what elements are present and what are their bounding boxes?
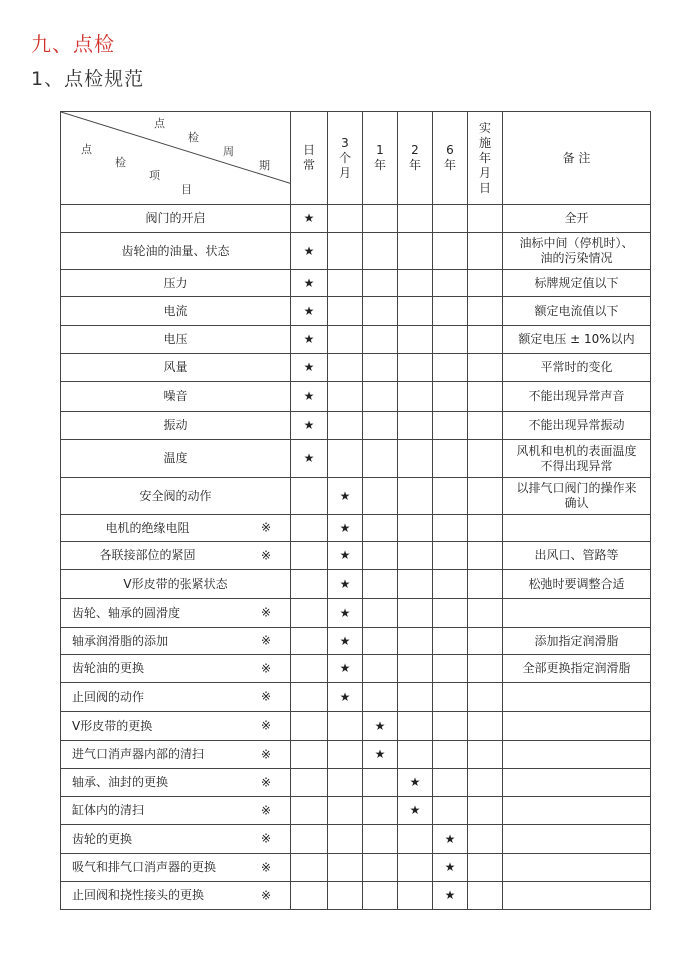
- asterisk-mark: ※: [260, 831, 271, 846]
- asterisk-mark: ※: [260, 860, 271, 874]
- remarks-cell: [503, 712, 651, 741]
- star-icon: ★: [303, 451, 315, 465]
- period-cell: [398, 440, 433, 478]
- remarks-cell: [503, 769, 651, 797]
- table-row: [61, 741, 651, 769]
- period-cell: [328, 440, 363, 478]
- table-row: [61, 854, 651, 882]
- period-3month-header: 3 个 月: [328, 112, 363, 205]
- star-icon: ★: [303, 243, 315, 258]
- period-cell: [328, 825, 363, 854]
- period-cell: [433, 233, 468, 270]
- period-cell: [398, 205, 433, 233]
- period-cell: [291, 542, 328, 570]
- done-date-cell: [468, 599, 503, 628]
- period-cell: [363, 412, 398, 440]
- period-cell: [398, 515, 433, 542]
- table-row: [61, 354, 651, 382]
- remarks-cell: [503, 683, 651, 712]
- period-cell: [398, 854, 433, 882]
- period-cell: [291, 769, 328, 797]
- remarks-cell: 全开: [503, 205, 651, 233]
- period-cell: [291, 270, 328, 297]
- item-cell: [61, 655, 291, 683]
- remarks-cell: 额定电流值以下: [503, 297, 651, 326]
- period-cell: [291, 233, 328, 270]
- period-cell: [291, 440, 328, 478]
- period-cell: [291, 478, 328, 515]
- period-cell: [433, 382, 468, 412]
- period-cell: [433, 205, 468, 233]
- table-row: [61, 797, 651, 825]
- period-cell: [328, 655, 363, 683]
- done-date-cell: [468, 655, 503, 683]
- period-cell: [328, 769, 363, 797]
- done-date-cell: [468, 882, 503, 910]
- period-cell: [328, 205, 363, 233]
- table-row: [61, 882, 651, 910]
- item-cell: [61, 412, 291, 440]
- star-icon: ★: [303, 360, 315, 374]
- done-date-cell: [468, 542, 503, 570]
- star-icon: ★: [339, 488, 351, 503]
- period-cell: [328, 233, 363, 270]
- period-cell: [398, 270, 433, 297]
- star-icon: ★: [444, 831, 456, 846]
- period-cell: [328, 599, 363, 628]
- period-cell: [291, 854, 328, 882]
- done-date-cell: [468, 297, 503, 326]
- table-row: [61, 326, 651, 354]
- period-cell: [328, 412, 363, 440]
- period-cell: [291, 570, 328, 599]
- star-icon: ★: [339, 633, 351, 648]
- table-row: [61, 205, 651, 233]
- diag-bottom-1: 点: [81, 143, 92, 156]
- period-2year-header: 2 年: [398, 112, 433, 205]
- period-cell: [363, 326, 398, 354]
- item-cell: [61, 354, 291, 382]
- item-name: 压力: [163, 275, 188, 290]
- star-icon: ★: [444, 860, 456, 874]
- period-cell: [328, 628, 363, 655]
- table-row: [61, 712, 651, 741]
- remarks-cell: [503, 797, 651, 825]
- diagonal-header: [61, 112, 291, 205]
- item-cell: [61, 683, 291, 712]
- period-cell: [398, 655, 433, 683]
- period-cell: [328, 882, 363, 910]
- period-cell: [363, 655, 398, 683]
- diag-top-1: 点: [154, 117, 165, 130]
- period-cell: [433, 628, 468, 655]
- done-date-cell: [468, 769, 503, 797]
- done-date-cell: [468, 570, 503, 599]
- asterisk-mark: ※: [260, 689, 271, 704]
- period-6year-header: 6 年: [433, 112, 468, 205]
- period-cell: [398, 233, 433, 270]
- done-date-cell: [468, 741, 503, 769]
- remarks-cell: 额定电压 ± 10%以内: [503, 326, 651, 354]
- table-row: [61, 570, 651, 599]
- item-cell: [61, 270, 291, 297]
- item-name: 齿轮油的更换: [72, 661, 145, 675]
- period-cell: [328, 270, 363, 297]
- item-name: 安全阀的动作: [139, 488, 212, 503]
- star-icon: ★: [444, 888, 456, 902]
- item-cell: [61, 741, 291, 769]
- item-name: V形皮带的张紧状态: [123, 576, 228, 591]
- period-cell: [291, 825, 328, 854]
- diag-bottom-2: 检: [115, 156, 126, 169]
- remarks-cell: 以排气口阀门的操作来 确认: [503, 478, 651, 515]
- item-cell: [61, 382, 291, 412]
- asterisk-mark: ※: [260, 747, 271, 761]
- remarks-cell: [503, 599, 651, 628]
- item-name: 电压: [163, 332, 188, 346]
- inspection-table: [60, 111, 651, 910]
- period-cell: [433, 515, 468, 542]
- done-date-cell: [468, 354, 503, 382]
- done-date-cell: [468, 440, 503, 478]
- item-name: 温度: [163, 451, 188, 465]
- period-cell: [363, 854, 398, 882]
- remarks-cell: 平常时的变化: [503, 354, 651, 382]
- table-row: [61, 412, 651, 440]
- period-cell: [291, 741, 328, 769]
- table-row: [61, 478, 651, 515]
- period-cell: [433, 882, 468, 910]
- period-cell: [398, 412, 433, 440]
- item-cell: [61, 440, 291, 478]
- item-cell: [61, 570, 291, 599]
- remarks-cell: [503, 882, 651, 910]
- period-cell: [328, 354, 363, 382]
- item-name: 轴承、油封的更换: [72, 775, 169, 789]
- period-cell: [363, 270, 398, 297]
- period-cell: [328, 515, 363, 542]
- period-cell: [291, 297, 328, 326]
- period-cell: [291, 515, 328, 542]
- remarks-header: 备 注: [503, 112, 651, 205]
- item-cell: [61, 326, 291, 354]
- done-date-header: 实 施 年 月 日: [468, 112, 503, 205]
- period-cell: [398, 542, 433, 570]
- asterisk-mark: ※: [260, 605, 271, 620]
- item-cell: [61, 712, 291, 741]
- period-cell: [328, 570, 363, 599]
- item-cell: [61, 478, 291, 515]
- period-cell: [433, 655, 468, 683]
- star-icon: ★: [303, 418, 315, 432]
- period-cell: [328, 478, 363, 515]
- star-icon: ★: [409, 775, 421, 789]
- period-cell: [328, 326, 363, 354]
- period-cell: [291, 655, 328, 683]
- period-cell: [433, 769, 468, 797]
- remarks-cell: [503, 741, 651, 769]
- period-cell: [363, 882, 398, 910]
- item-cell: [61, 515, 291, 542]
- done-date-cell: [468, 412, 503, 440]
- period-cell: [363, 205, 398, 233]
- period-cell: [433, 297, 468, 326]
- diag-top-4: 期: [259, 159, 270, 172]
- item-cell: [61, 854, 291, 882]
- period-cell: [433, 412, 468, 440]
- item-name: 电机的绝缘电阻: [105, 520, 190, 535]
- period-cell: [328, 382, 363, 412]
- period-cell: [433, 440, 468, 478]
- period-cell: [398, 382, 433, 412]
- done-date-cell: [468, 854, 503, 882]
- remarks-cell: 出风口、管路等: [503, 542, 651, 570]
- period-cell: [398, 769, 433, 797]
- remarks-cell: 不能出现异常声音: [503, 382, 651, 412]
- remarks-cell: 风机和电机的表面温度 不得出现异常: [503, 440, 651, 478]
- done-date-cell: [468, 478, 503, 515]
- star-icon: ★: [303, 332, 315, 346]
- remarks-cell: 松弛时要调整合适: [503, 570, 651, 599]
- star-icon: ★: [339, 661, 351, 675]
- period-cell: [291, 354, 328, 382]
- period-cell: [363, 683, 398, 712]
- item-cell: [61, 882, 291, 910]
- done-date-cell: [468, 233, 503, 270]
- period-cell: [398, 741, 433, 769]
- remarks-cell: 油标中间（停机时）、 油的污染情况: [503, 233, 651, 270]
- remarks-cell: 不能出现异常振动: [503, 412, 651, 440]
- asterisk-mark: ※: [260, 633, 271, 648]
- done-date-cell: [468, 326, 503, 354]
- item-cell: [61, 769, 291, 797]
- period-cell: [363, 769, 398, 797]
- diag-bottom-3: 项: [149, 169, 160, 182]
- period-cell: [363, 297, 398, 326]
- asterisk-mark: ※: [260, 718, 271, 733]
- section-title: 九、点检: [31, 32, 115, 56]
- table-row: [61, 440, 651, 478]
- item-name: 齿轮、轴承的圆滑度: [72, 605, 181, 620]
- period-cell: [363, 797, 398, 825]
- period-cell: [398, 326, 433, 354]
- item-name: 齿轮的更换: [72, 831, 133, 846]
- item-name: 风量: [163, 360, 188, 374]
- done-date-cell: [468, 683, 503, 712]
- item-cell: [61, 542, 291, 570]
- remarks-cell: 添加指定润滑脂: [503, 628, 651, 655]
- item-name: V形皮带的更换: [72, 718, 153, 733]
- table-row: [61, 542, 651, 570]
- period-cell: [291, 882, 328, 910]
- remarks-cell: [503, 854, 651, 882]
- period-cell: [328, 854, 363, 882]
- diag-bottom-4: 目: [181, 183, 192, 196]
- item-name: 阀门的开启: [145, 211, 206, 225]
- item-name: 噪音: [163, 389, 188, 403]
- period-1year-header: 1 年: [363, 112, 398, 205]
- period-cell: [398, 882, 433, 910]
- period-cell: [398, 825, 433, 854]
- period-cell: [433, 599, 468, 628]
- period-cell: [363, 628, 398, 655]
- item-name: 振动: [163, 418, 188, 432]
- period-cell: [433, 478, 468, 515]
- period-cell: [433, 683, 468, 712]
- period-cell: [363, 354, 398, 382]
- star-icon: ★: [339, 576, 351, 591]
- remarks-cell: [503, 825, 651, 854]
- done-date-cell: [468, 825, 503, 854]
- period-cell: [328, 797, 363, 825]
- table-row: [61, 683, 651, 712]
- period-cell: [433, 570, 468, 599]
- star-icon: ★: [339, 520, 351, 535]
- table-row: [61, 233, 651, 270]
- item-name: 缸体内的清扫: [72, 803, 145, 817]
- table-row: [61, 515, 651, 542]
- period-cell: [328, 683, 363, 712]
- item-name: 吸气和排气口消声器的更换: [72, 860, 217, 874]
- remarks-cell: 标牌规定值以下: [503, 270, 651, 297]
- star-icon: ★: [303, 303, 315, 318]
- period-cell: [433, 712, 468, 741]
- period-cell: [433, 825, 468, 854]
- period-cell: [363, 515, 398, 542]
- period-cell: [291, 382, 328, 412]
- done-date-cell: [468, 797, 503, 825]
- period-cell: [433, 326, 468, 354]
- table-row: [61, 628, 651, 655]
- period-cell: [433, 741, 468, 769]
- item-cell: [61, 233, 291, 270]
- period-cell: [291, 712, 328, 741]
- period-cell: [291, 797, 328, 825]
- period-cell: [398, 712, 433, 741]
- star-icon: ★: [303, 275, 315, 290]
- period-cell: [363, 599, 398, 628]
- star-icon: ★: [339, 689, 351, 704]
- period-cell: [363, 542, 398, 570]
- period-cell: [398, 683, 433, 712]
- period-cell: [398, 354, 433, 382]
- period-cell: [363, 825, 398, 854]
- item-cell: [61, 825, 291, 854]
- period-cell: [433, 270, 468, 297]
- table-row: [61, 599, 651, 628]
- table-row: [61, 382, 651, 412]
- done-date-cell: [468, 712, 503, 741]
- asterisk-mark: ※: [260, 803, 271, 817]
- done-date-cell: [468, 382, 503, 412]
- period-cell: [398, 599, 433, 628]
- table-row: [61, 270, 651, 297]
- period-cell: [363, 741, 398, 769]
- item-name: 止回阀的动作: [72, 689, 145, 704]
- item-name: 止回阀和挠性接头的更换: [72, 888, 205, 902]
- period-cell: [433, 354, 468, 382]
- period-cell: [328, 542, 363, 570]
- item-name: 各联接部位的紧固: [99, 548, 196, 562]
- asterisk-mark: ※: [260, 520, 271, 535]
- star-icon: ★: [409, 803, 421, 817]
- period-daily-header: 日 常: [291, 112, 328, 205]
- item-cell: [61, 599, 291, 628]
- header-row: [61, 112, 651, 205]
- period-cell: [291, 205, 328, 233]
- period-cell: [398, 570, 433, 599]
- table-row: [61, 769, 651, 797]
- item-name: 电流: [163, 303, 188, 318]
- done-date-cell: [468, 628, 503, 655]
- item-cell: [61, 297, 291, 326]
- done-date-cell: [468, 205, 503, 233]
- remarks-cell: [503, 515, 651, 542]
- period-cell: [328, 741, 363, 769]
- period-cell: [398, 797, 433, 825]
- star-icon: ★: [303, 389, 315, 403]
- table-row: [61, 655, 651, 683]
- period-cell: [291, 412, 328, 440]
- period-cell: [291, 683, 328, 712]
- period-cell: [398, 297, 433, 326]
- star-icon: ★: [339, 548, 351, 562]
- period-cell: [398, 628, 433, 655]
- period-cell: [398, 478, 433, 515]
- item-name: 进气口消声器内部的清扫: [72, 747, 205, 761]
- period-cell: [363, 570, 398, 599]
- star-icon: ★: [374, 747, 386, 761]
- star-icon: ★: [339, 605, 351, 620]
- period-cell: [363, 440, 398, 478]
- item-name: 齿轮油的油量、状态: [121, 243, 230, 258]
- done-date-cell: [468, 515, 503, 542]
- done-date-cell: [468, 270, 503, 297]
- period-cell: [363, 382, 398, 412]
- star-icon: ★: [374, 718, 386, 733]
- period-cell: [433, 542, 468, 570]
- asterisk-mark: ※: [260, 661, 271, 675]
- period-cell: [433, 854, 468, 882]
- table-row: [61, 297, 651, 326]
- remarks-cell: 全部更换指定润滑脂: [503, 655, 651, 683]
- sub-title: 1、点检规范: [31, 68, 145, 90]
- asterisk-mark: ※: [260, 548, 271, 562]
- period-cell: [363, 233, 398, 270]
- star-icon: ★: [303, 211, 315, 225]
- item-cell: [61, 797, 291, 825]
- diag-top-3: 周: [223, 145, 234, 158]
- item-cell: [61, 205, 291, 233]
- period-cell: [291, 599, 328, 628]
- period-cell: [291, 628, 328, 655]
- period-cell: [291, 326, 328, 354]
- period-cell: [363, 478, 398, 515]
- item-cell: [61, 628, 291, 655]
- period-cell: [363, 712, 398, 741]
- table-row: [61, 825, 651, 854]
- diag-top-2: 检: [188, 131, 199, 144]
- period-cell: [433, 797, 468, 825]
- period-cell: [328, 712, 363, 741]
- asterisk-mark: ※: [260, 888, 271, 902]
- diagonal-line: [61, 112, 290, 204]
- asterisk-mark: ※: [260, 775, 271, 789]
- item-name: 轴承润滑脂的添加: [72, 633, 169, 648]
- period-cell: [328, 297, 363, 326]
